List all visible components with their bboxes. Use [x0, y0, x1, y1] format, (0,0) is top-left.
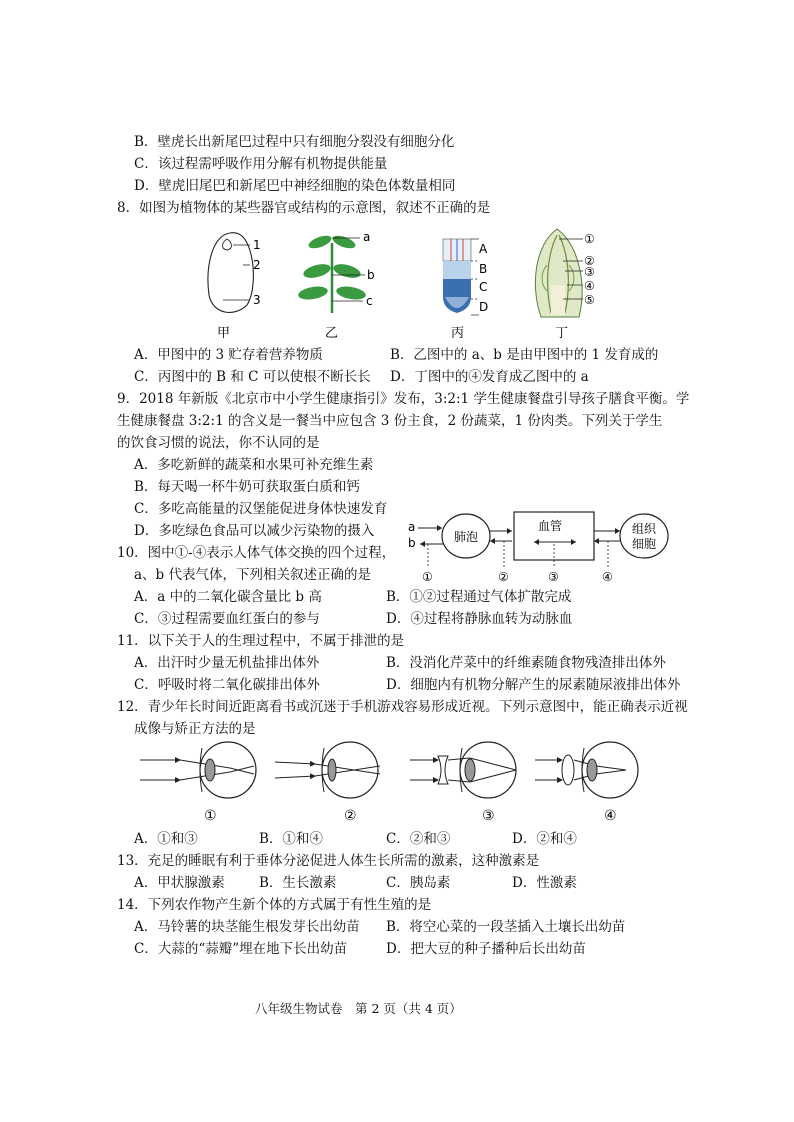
gas-exchange-diagram — [404, 506, 690, 586]
q14-option-d: D．把大豆的种子播种后长出幼苗 — [386, 941, 586, 957]
q9-option-c: C．多吃高能量的汉堡能促进身体快速发育 — [134, 501, 388, 517]
q13-option-d: D．性激素 — [512, 875, 577, 891]
q11-stem: 11．以下关于人的生理过程中，不属于排泄的是 — [117, 633, 405, 649]
q10-option-a: A．a 中的二氧化碳含量比 b 高 — [134, 589, 322, 605]
seedling-label-c: c — [366, 294, 373, 308]
root-label-c: C — [479, 280, 488, 294]
q9-stem-line3: 的饮食习惯的说法，你不认同的是 — [117, 435, 320, 451]
fig-yi-caption: 乙 — [325, 326, 339, 341]
fig-ding-caption: 丁 — [555, 326, 569, 341]
q10-option-d: D．④过程将静脉血转为动脉血 — [386, 611, 573, 627]
q8-option-d: D．丁图中的④发育成乙图中的 a — [390, 369, 589, 385]
q8-figures — [195, 225, 615, 345]
q8-option-a: A．甲图中的 3 贮存着营养物质 — [134, 347, 323, 363]
q11-option-c: C．呼吸时将二氧化碳排出体外 — [134, 677, 320, 693]
seedling-label-b: b — [367, 268, 375, 282]
q7-option-b: B．壁虎长出新尾巴过程中只有细胞分裂没有细胞分化 — [134, 134, 455, 150]
seed-label-1: 1 — [253, 238, 261, 252]
alveoli-label: 肺泡 — [454, 530, 479, 544]
process-4: ④ — [602, 570, 613, 584]
q10-option-c: C．③过程需要血红蛋白的参与 — [134, 611, 320, 627]
q12-stem-line1: 12．青少年长时间近距离看书或沉迷于手机游戏容易形成近视。下列示意图中，能正确表示近视 — [117, 699, 688, 715]
q11-option-d: D．细胞内有机物分解产生的尿素随尿液排出体外 — [386, 677, 681, 693]
q9-option-b: B．每天喝一杯牛奶可获取蛋白质和钙 — [134, 479, 360, 495]
eye-label-3: ③ — [482, 808, 495, 824]
seedling-label-a: a — [363, 230, 371, 244]
myopia-diagrams — [140, 740, 680, 826]
q8-stem: 8．如图为植物体的某些器官或结构的示意图，叙述不正确的是 — [117, 200, 491, 216]
q14-option-c: C．大蒜的“蒜瓣”埋在地下长出幼苗 — [134, 941, 348, 957]
q13-option-c: C．胰岛素 — [386, 875, 451, 891]
process-2: ② — [498, 570, 509, 584]
seed-figure — [208, 233, 261, 341]
q11-option-b: B．没消化芹菜中的纤维素随食物残渣排出体外 — [386, 655, 666, 671]
bud-label-2: ② — [584, 254, 595, 268]
q13-option-b: B．生长激素 — [259, 875, 337, 891]
q12-option-b: B．①和④ — [259, 831, 323, 847]
q14-stem: 14．下列农作物产生新个体的方式属于有性生殖的是 — [117, 897, 432, 913]
q10-stem-line2: a、b 代表气体，下列相关叙述正确的是 — [134, 567, 371, 583]
fig-bing-caption: 丙 — [451, 326, 465, 341]
bud-label-5: ⑤ — [584, 293, 595, 307]
q10-option-b: B．①②过程通过气体扩散完成 — [386, 589, 572, 605]
q7-option-c: C．该过程需呼吸作用分解有机物提供能量 — [134, 156, 388, 172]
q12-option-c: C．②和③ — [386, 831, 451, 847]
eye-diagram-3 — [410, 742, 516, 824]
q9-option-a: A．多吃新鲜的蔬菜和水果可补充维生素 — [134, 457, 374, 473]
root-label-a: A — [479, 242, 488, 256]
q12-stem-line2: 成像与矫正方法的是 — [134, 721, 256, 737]
process-1: ① — [422, 570, 433, 584]
bud-label-3: ③ — [584, 265, 595, 279]
seed-label-2: 2 — [253, 258, 261, 272]
q12-option-a: A．①和③ — [134, 831, 198, 847]
q10-stem-line1: 10．图中①-④表示人体气体交换的四个过程， — [117, 545, 396, 561]
q9-option-d: D．多吃绿色食品可以减少污染物的摄入 — [134, 523, 375, 539]
root-tip-figure — [443, 239, 488, 341]
bud-label-4: ④ — [584, 279, 595, 293]
q8-option-b: B．乙图中的 a、b 是由甲图中的 1 发育成的 — [390, 347, 659, 363]
process-3: ③ — [548, 570, 559, 584]
bud-label-1: ① — [584, 232, 595, 246]
root-label-d: D — [479, 300, 489, 314]
q8-option-c: C．丙图中的 B 和 C 可以使根不断长长 — [134, 369, 371, 385]
seed-label-3: 3 — [253, 293, 261, 307]
tissue-label-2: 细胞 — [632, 537, 657, 551]
q9-stem-line2: 生健康餐盘 3:2:1 的含义是一餐当中应包含 3 份主食，2 份蔬菜，1 份肉类。下列关于学生 — [117, 413, 663, 429]
eye-diagram-2 — [275, 742, 380, 824]
eye-diagram-1 — [140, 742, 256, 824]
tissue-label-1: 组织 — [632, 522, 657, 536]
q11-option-a: A．出汗时少量无机盐排出体外 — [134, 655, 320, 671]
eye-label-4: ④ — [604, 808, 617, 824]
q14-option-b: B．将空心菜的一段茎插入土壤长出幼苗 — [386, 919, 626, 935]
fig-jia-caption: 甲 — [217, 326, 231, 341]
eye-diagram-4 — [535, 742, 638, 824]
vessel-label: 血管 — [538, 519, 563, 533]
root-label-b: B — [479, 262, 488, 276]
page-footer: 八年级生物试卷 第 2 页（共 4 页） — [255, 1001, 462, 1016]
eye-label-1: ① — [204, 808, 217, 824]
eye-label-2: ② — [344, 808, 357, 824]
q13-option-a: A．甲状腺激素 — [134, 875, 225, 891]
gas-label-b: b — [408, 536, 416, 550]
q12-option-d: D．②和④ — [512, 831, 577, 847]
q7-option-d: D．壁虎旧尾巴和新尾巴中神经细胞的染色体数量相同 — [134, 178, 456, 194]
gas-label-a: a — [408, 520, 416, 534]
q14-option-a: A．马铃薯的块茎能生根发芽长出幼苗 — [134, 919, 360, 935]
bud-figure — [535, 229, 594, 341]
q13-stem: 13．充足的睡眠有利于垂体分泌促进人体生长所需的激素，这种激素是 — [117, 853, 540, 869]
seedling-figure — [297, 230, 374, 341]
q9-stem-line1: 9．2018 年新版《北京市中小学生健康指引》发布，3:2:1 学生健康餐盘引导孩子膳食平衡。学 — [117, 391, 690, 407]
